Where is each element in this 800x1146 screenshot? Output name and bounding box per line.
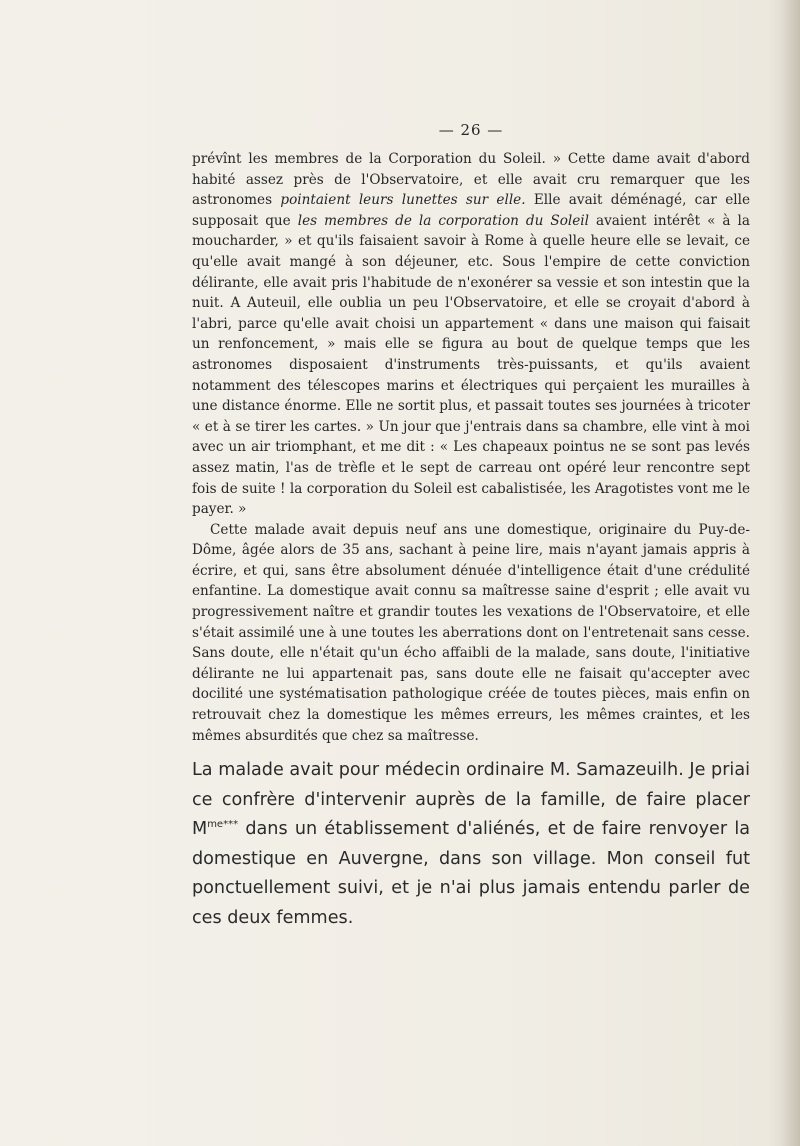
paragraph-1-italic-b: les membres de la corporation du Soleil xyxy=(297,212,589,229)
paragraph-domestic: Cette malade avait depuis neuf ans une domestique, originaire du Puy-de-Dôme, âgée alors de 35 ans, sachant à peine lire, mais n'ayant jamais appris à écrire, et qui, sans être absolument dénuée d'intelligence était d'une crédulité enfantine. La domestique avait connu sa maîtresse saine d'esprit ; elle avait vu progressivement naître et grandir toutes les vexations de l'Observatoire, et elle s'était assimilé une à une toutes les aberrations dont on l'entretenait sans cesse. Sans doute, elle n'était qu'un écho affaibli de la malade, sans doute, l'initiative délirante ne lui appartenait pas, sans doute elle ne faisait qu'accepter avec docilité une systématisation pathologique créée de toutes pièces, mais enfin on retrouvait chez la domestique les mêmes erreurs, les mêmes craintes, et les mêmes absurdités que chez sa maîtresse. xyxy=(192,521,750,744)
paragraph-1-italic-a: pointaient leurs lunettes sur elle. xyxy=(280,192,526,209)
paragraph-3-text-a: La malade avait pour médecin ordinaire M. Samazeuilh. Je priai ce confrère d'intervenir auprès de la famille, de faire placer M xyxy=(192,760,750,840)
page-number: — 26 — xyxy=(438,121,504,139)
paragraph-1-text-a: prévînt les membres de la Corporation du Soleil. » Cette dame avait d'abord habité assez près de l'Observatoire, et elle avait cru remarquer que les astronomes xyxy=(192,151,750,209)
page-edge-shadow xyxy=(780,0,800,1146)
paragraph-outcome xyxy=(192,756,750,933)
document-body xyxy=(192,121,750,933)
paragraph-1-text-c: avaient intérêt « à la moucharder, » et qu'ils faisaient savoir à Rome à quelle heure elle se levait, ce qu'elle avait mangé à son déjeuner, etc. Sous l'empire de cette conviction délirante, elle avait pris l'habitude de n'exonérer sa vessie et son intestin que la nuit. A Auteuil, elle oublia un peu l'Observatoire, et elle se croyait d'abord à l'abri, parce qu'elle avait choisi un appartement « dans une maison qui faisait un renfoncement, » mais elle se figura au bout de quelque temps que les astronomes disposaient d'instruments très-puissants, et qu'ils avaient notamment des télescopes marins et électriques qui perçaient les murailles à une distance énorme. Elle ne sortit plus, et passait toutes ses journées à tricoter « et à se tirer les cartes. » Un jour que j'entrais dans sa chambre, elle vint à moi avec un air triomphant, et me dit : « Les chapeaux pointus ne se sont pas levés assez matin, l'as de trèfle et le sept de carreau ont opéré leur rencontre sept fois de suite ! la corporation du Soleil est cabalistisée, les Aragotistes vont me le payer. » xyxy=(192,212,750,518)
paragraph-3-text-b: dans un établissement d'aliénés, et de faire renvoyer la domestique en Auvergne, dans son village. Mon conseil fut ponctuellement suivi, et je n'ai plus jamais entendu parler de ces deux femmes. xyxy=(192,819,750,928)
paragraph-observatory-delusion xyxy=(192,149,750,520)
paragraph-3-superscript: me*** xyxy=(207,819,239,831)
paragraph-1-text-b: Elle avait déménagé, car elle supposait que xyxy=(192,192,750,229)
